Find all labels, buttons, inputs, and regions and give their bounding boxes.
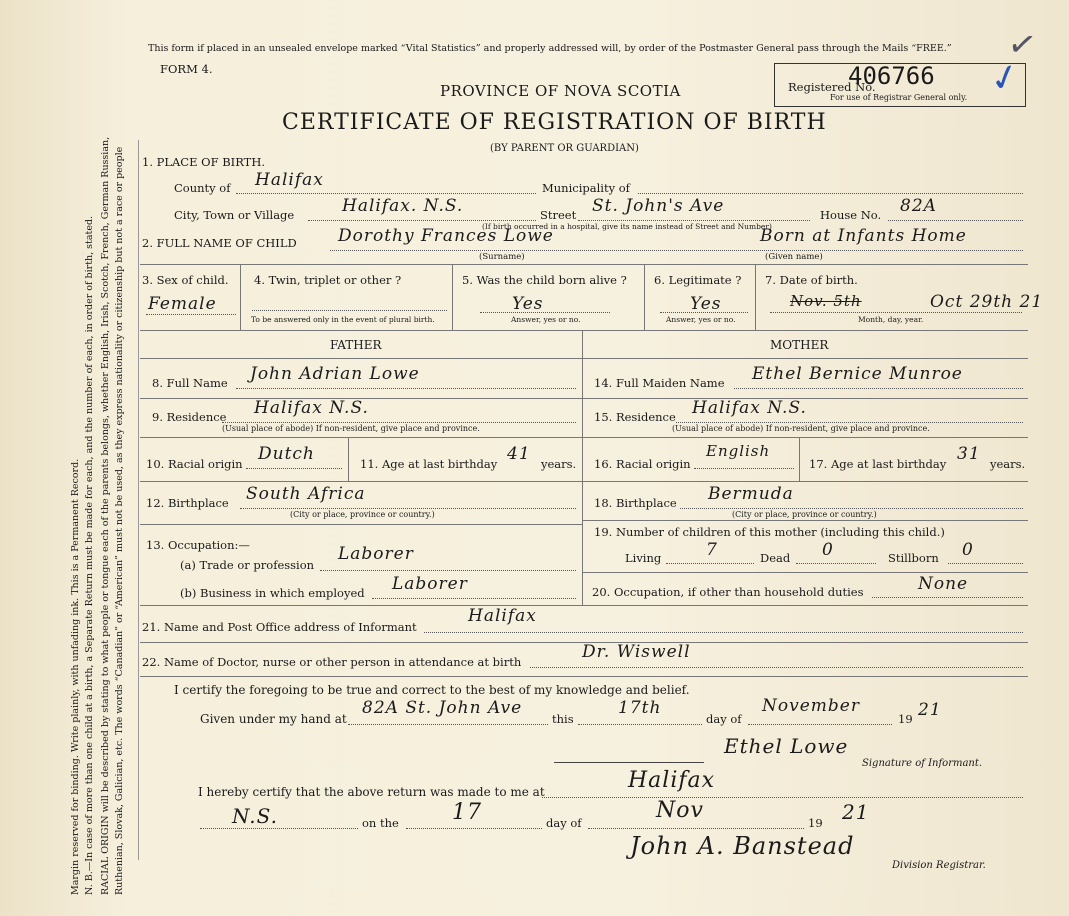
stillborn-label: Stillborn [888,551,939,565]
twin-note: To be answered only in the event of plural birth. [251,315,435,324]
alive-value: Yes [512,294,544,314]
mother-occupation-label: 20. Occupation, if other than household duties [592,585,864,599]
trade-label: (a) Trade or profession [180,558,315,572]
father-name-label: 8. Full Name [152,376,228,390]
father-birthplace-label: 12. Birthplace [146,496,229,510]
surname-caption: (Surname) [479,252,525,262]
dob-struck-value: Nov. 5th [790,292,862,310]
father-birthplace-note: (City or place, province or country.) [290,510,435,519]
margin-line-4: Ruthenian, Slovak, Galician, etc. The words “Canadian” or “American” must not be used, as they express nationality or citizenship but not a race or people [114,146,125,895]
margin-line-3: RACIAL ORIGIN will be described by stating to what people or tongue each of the parents belongs, whether English, Irish, Scotch, French, German Russian, [100,136,111,895]
mother-birthplace-value: Bermuda [708,484,794,504]
certificate-title: CERTIFICATE OF REGISTRATION OF BIRTH [282,110,827,135]
given-name-caption: (Given name) [765,252,823,262]
given-dayof-label: day of [706,712,742,726]
given-under-label: Given under my hand at [200,712,347,726]
alive-note: Answer, yes or no. [511,315,581,324]
street-note: (If birth occurred in a hospital, give its name instead of Street and Number) [482,222,772,231]
dob-value: Oct 29th 21 [930,292,1044,312]
given-year-prefix: 19 [898,712,913,726]
registrar-caption: Division Registrar. [892,860,986,871]
informant-signature: Ethel Lowe [724,734,849,758]
mother-age-unit: years. [990,457,1026,471]
county-label: County of [174,181,231,195]
registered-number: 406766 [848,62,935,90]
living-value: 7 [706,540,718,560]
street-value: St. John's Ave [592,196,725,216]
sex-value: Female [148,294,217,314]
child-name-label: 2. FULL NAME OF CHILD [142,236,297,250]
city-value: Halifax. N.S. [342,196,464,216]
mother-occupation-value: None [918,574,969,594]
mother-residence-value: Halifax N.S. [692,398,807,418]
mother-residence-label: 15. Residence [594,410,676,424]
father-race-label: 10. Racial origin [146,457,243,471]
municipality-label: Municipality of [542,181,630,195]
mother-birthplace-note: (City or place, province or country.) [732,510,877,519]
father-residence-note: (Usual place of abode) If non-resident, give place and province. [222,424,480,433]
legitimate-value: Yes [690,294,722,314]
father-heading: FATHER [330,338,382,352]
county-value: Halifax [255,170,324,190]
mother-name-value: Ethel Bernice Munroe [752,364,963,384]
father-age-label: 11. Age at last birthday [360,457,498,471]
mother-race-label: 16. Racial origin [594,457,691,471]
dead-label: Dead [760,551,791,565]
mother-age-label: 17. Age at last birthday [809,457,947,471]
mother-race-value: English [706,442,771,460]
house-label: House No. [820,208,882,222]
given-month-value: November [762,696,860,716]
registrar-statement: I hereby certify that the above return was made to me at [198,785,545,799]
margin-line-2: N. B.—In case of more than one child at a birth, a Separate Return must be made for each, and the number of each, in order of birth, stated. [84,215,95,895]
dead-value: 0 [822,540,834,560]
attendant-label: 22. Name of Doctor, nurse or other person in attendance at birth [142,655,522,669]
mailing-notice: This form if placed in an unsealed envelope marked “Vital Statistics” and properly addressed will, by order of the Postmaster General pass through the Mails “FREE.” [148,43,952,54]
business-value: Laborer [392,574,468,594]
father-race-value: Dutch [258,444,315,464]
pencil-check-icon: ✓ [1004,22,1040,68]
margin-line-1: Margin reserved for binding. Write plainly, with unfading ink. This is a Permanent Record. [70,458,81,895]
father-age-value: 41 [507,444,531,464]
father-residence-value: Halifax N.S. [254,398,369,418]
given-year-value: 21 [918,700,942,720]
on-the-label: on the [362,816,399,830]
certify-statement: I certify the foregoing to be true and correct to the best of my knowledge and belief. [174,683,690,697]
registered-label: Registered No. [788,80,876,94]
legitimate-note: Answer, yes or no. [666,315,736,324]
father-birthplace-value: South Africa [246,484,366,504]
registrar-year-value: 21 [842,800,870,824]
informant-value: Halifax [468,606,537,626]
attendant-value: Dr. Wiswell [582,642,691,662]
child-given-value: Born at Infants Home [760,226,967,246]
form-number: FORM 4. [160,62,213,76]
place-of-birth-label: 1. PLACE OF BIRTH. [142,155,266,169]
informant-label: 21. Name and Post Office address of Informant [142,620,417,634]
dob-note: Month, day, year. [858,315,924,324]
mother-age-value: 31 [957,444,981,464]
registrar-general-note: For use of Registrar General only. [830,93,968,102]
father-residence-label: 9. Residence [152,410,227,424]
registrar-year-prefix: 19 [808,816,823,830]
registrar-month-value: Nov [656,798,704,823]
stillborn-value: 0 [962,540,974,560]
legitimate-label: 6. Legitimate ? [654,273,742,287]
twin-label: 4. Twin, triplet or other ? [254,273,402,287]
blue-check-icon: ✓ [985,54,1025,103]
father-name-value: John Adrian Lowe [250,364,420,384]
given-day-value: 17th [618,698,662,718]
dob-label: 7. Date of birth. [765,273,858,287]
certificate-subtitle: (BY PARENT OR GUARDIAN) [490,143,639,154]
registrar-place-value: Halifax [628,768,716,793]
child-surname-value: Dorothy Frances Lowe [338,226,554,246]
alive-label: 5. Was the child born alive ? [462,273,627,287]
registrar-dayof-label: day of [546,816,582,830]
street-label: Street [540,208,577,222]
living-label: Living [625,551,662,565]
form-left-border [138,140,139,860]
house-value: 82A [900,196,937,216]
trade-value: Laborer [338,544,414,564]
registrar-signature: John A. Banstead [630,832,855,860]
mother-children-label: 19. Number of children of this mother (including this child.) [594,525,945,539]
registrar-place2-value: N.S. [232,804,278,828]
city-label: City, Town or Village [174,208,295,222]
informant-signature-caption: Signature of Informant. [862,758,983,769]
father-age-unit: years. [541,457,577,471]
mother-name-label: 14. Full Maiden Name [594,376,725,390]
binding-margin [0,0,135,916]
this-label: this [552,712,574,726]
registrar-day-value: 17 [452,800,482,825]
father-occupation-label: 13. Occupation:— [146,538,250,552]
given-place-value: 82A St. John Ave [362,698,523,718]
mother-heading: MOTHER [770,338,829,352]
mother-birthplace-label: 18. Birthplace [594,496,677,510]
business-label: (b) Business in which employed [180,586,365,600]
mother-residence-note: (Usual place of abode) If non-resident, give place and province. [672,424,930,433]
sex-label: 3. Sex of child. [142,273,229,287]
province-heading: PROVINCE OF NOVA SCOTIA [440,82,681,100]
